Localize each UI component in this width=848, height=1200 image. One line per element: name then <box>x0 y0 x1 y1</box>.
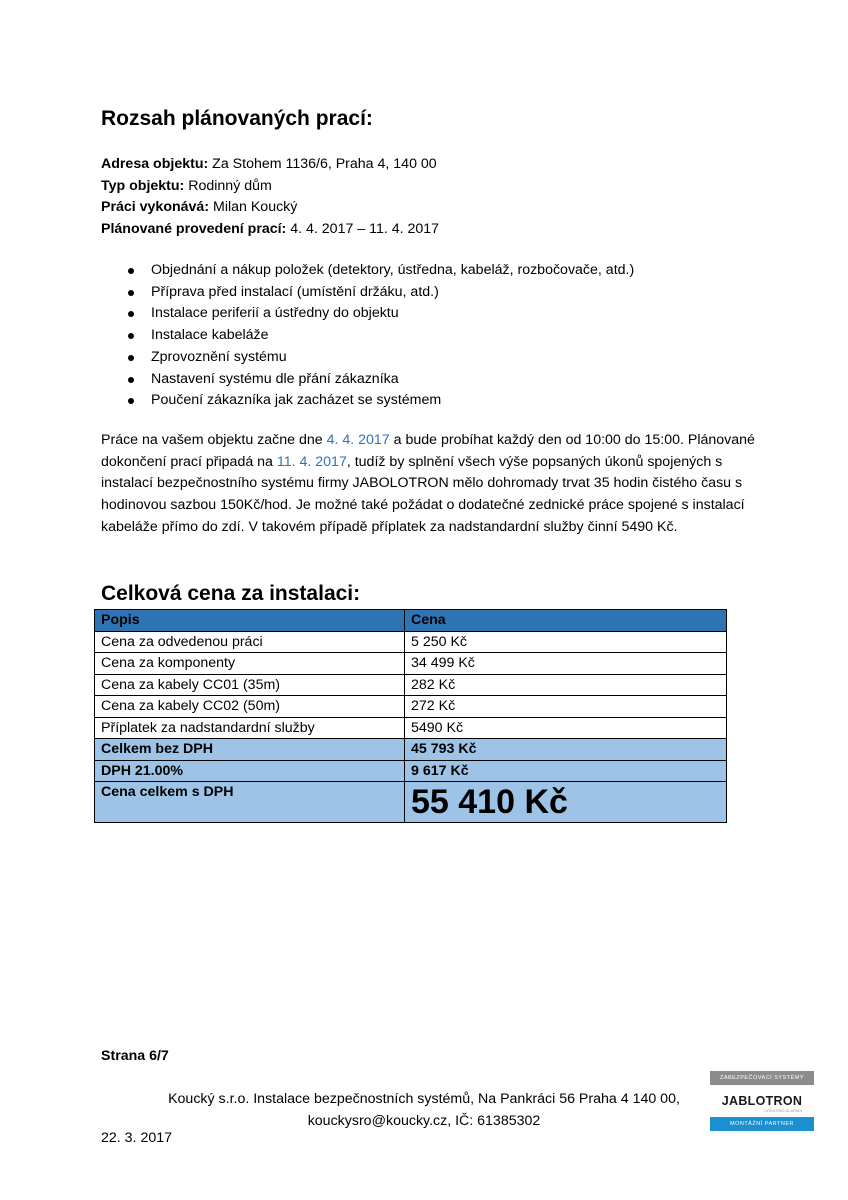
total-row <box>95 782 727 823</box>
price-heading: Celková cena za instalaci: <box>101 582 361 605</box>
list-item <box>101 347 634 369</box>
scope-heading: Rozsah plánovaných prací: <box>101 107 373 130</box>
column-header-price: Cena <box>405 610 727 632</box>
vat-label: DPH 21.00% <box>95 760 405 782</box>
table-header-row <box>95 610 727 632</box>
type-value: Rodinný dům <box>184 177 272 194</box>
footer-company: Koucký s.r.o. Instalace bezpečnostních systémů, Na Pankráci 56 Praha 4 140 00, <box>168 1091 680 1107</box>
bullet-icon <box>128 377 134 383</box>
worker-label: Práci vykonává: <box>101 199 210 215</box>
task-list <box>101 260 634 412</box>
address-line <box>101 154 439 176</box>
bullet-icon <box>128 268 134 274</box>
planned-label: Plánované provedení prací: <box>101 220 287 237</box>
task-text: Nastavení systému dle přání zákazníka <box>151 370 399 387</box>
task-text: Poučení zákazníka jak zacházet se systémem <box>151 392 442 409</box>
vat-value: 9 617 Kč <box>405 760 727 782</box>
row-description: Příplatek za nadstandardní služby <box>95 717 405 739</box>
start-date: 4. 4. 2017 <box>326 432 390 448</box>
list-item <box>101 303 634 325</box>
list-item <box>101 260 634 282</box>
address-label: Adresa objektu: <box>101 156 209 172</box>
task-text: Zprovoznění systému <box>151 348 287 365</box>
worker-line <box>101 197 439 219</box>
schedule-paragraph <box>101 430 761 539</box>
bullet-icon <box>128 333 134 339</box>
bullet-icon <box>128 398 134 404</box>
logo-brand: JABLOTRON <box>721 1094 803 1108</box>
total-value: 55 410 Kč <box>411 783 568 821</box>
footer <box>100 1089 748 1132</box>
footer-contact: kouckysro@koucky.cz, IČ: 61385302 <box>307 1112 541 1129</box>
planned-value: 4. 4. 2017 – 11. 4. 2017 <box>286 220 440 237</box>
price-table <box>94 609 727 823</box>
total-label: Cena celkem s DPH <box>95 782 405 823</box>
paragraph-text: , tudíž by splnění všech výše popsaných úkonů spojených s instalací bezpečnostního systému firmy JABOLOTRON mělo dohromady trvat 35 hodin čistého času s hodinovou sazbou 150Kč/hod. Je možné také požádat o dodatečné zednické práce spojené s instalací kabeláže přímo do zdí. V takovém případě příplatek za nadstandardní služby činní 5490 Kč. <box>101 453 745 535</box>
table-row <box>95 674 727 696</box>
list-item <box>101 325 634 347</box>
table-row <box>95 653 727 675</box>
list-item <box>101 369 634 391</box>
row-description: Cena za komponenty <box>95 653 405 675</box>
task-text: Instalace kabeláže <box>151 327 269 344</box>
type-label: Typ objektu: <box>101 177 185 194</box>
logo-bottom-band: MONTÁŽNÍ PARTNER <box>710 1117 814 1131</box>
type-line <box>101 176 439 198</box>
table-row <box>95 696 727 718</box>
total-cell <box>405 782 727 823</box>
row-price: 5490 Kč <box>405 717 727 739</box>
subtotal-row <box>95 739 727 761</box>
logo-top-band: ZABEZPEČOVACÍ SYSTÉMY <box>710 1071 814 1085</box>
object-info <box>101 154 439 240</box>
list-item <box>101 390 634 412</box>
subtotal-label: Celkem bez DPH <box>95 739 405 761</box>
paragraph-text: a bude probíhat každý den od 10:00 do 15:00. Plánované dokončení prací připadá na <box>101 432 755 470</box>
subtotal-value: 45 793 Kč <box>405 739 727 761</box>
end-date: 11. 4. 2017 <box>276 453 347 470</box>
bullet-icon <box>128 311 134 317</box>
logo-tagline: CREATING ALARMS <box>764 1108 802 1113</box>
address-value: Za Stohem 1136/6, Praha 4, 140 00 <box>208 156 437 172</box>
paragraph-text: Práce na vašem objektu začne dne <box>101 432 327 448</box>
page-number: Strana 6/7 <box>101 1048 169 1064</box>
row-price: 282 Kč <box>405 674 727 696</box>
task-text: Instalace periferií a ústředny do objektu <box>151 305 399 322</box>
jablotron-partner-logo <box>710 1071 814 1133</box>
bullet-icon <box>128 290 134 296</box>
row-price: 34 499 Kč <box>405 653 727 675</box>
row-description: Cena za odvedenou práci <box>95 631 405 653</box>
worker-value: Milan Koucký <box>209 199 298 215</box>
task-text: Příprava před instalací (umístění držáku, atd.) <box>151 283 439 300</box>
table-row <box>95 717 727 739</box>
task-text: Objednání a nákup položek (detektory, ústředna, kabeláž, rozbočovače, atd.) <box>151 262 635 278</box>
row-description: Cena za kabely CC02 (50m) <box>95 696 405 718</box>
logo-middle <box>710 1085 814 1117</box>
column-header-description: Popis <box>95 610 405 632</box>
list-item <box>101 282 634 304</box>
footer-date: 22. 3. 2017 <box>101 1130 172 1146</box>
bullet-icon <box>128 355 134 361</box>
planned-line <box>101 219 439 241</box>
table-row <box>95 631 727 653</box>
row-description: Cena za kabely CC01 (35m) <box>95 674 405 696</box>
vat-row <box>95 760 727 782</box>
row-price: 5 250 Kč <box>405 631 727 653</box>
row-price: 272 Kč <box>405 696 727 718</box>
